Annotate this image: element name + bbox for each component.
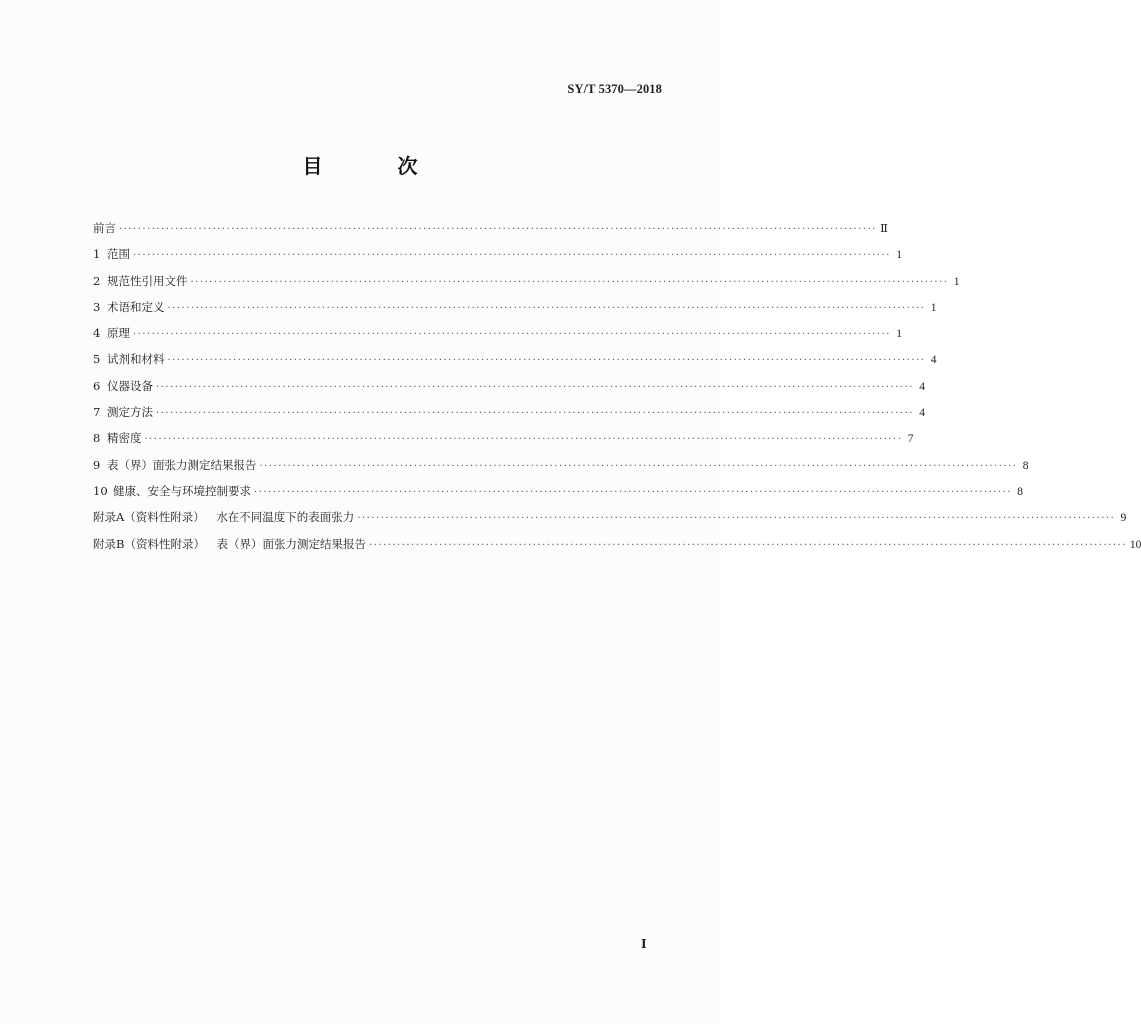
- toc-entry-page: Ⅱ: [880, 223, 888, 235]
- toc-entry-label: 3 术语和定义: [93, 299, 165, 314]
- toc-entry-annex-a[interactable]: [93, 509, 1127, 535]
- toc-entry-page: 8: [1022, 459, 1029, 472]
- toc-entry-reagents-materials[interactable]: [93, 351, 937, 377]
- toc-leader-dots: ··································································································································································: [167, 302, 926, 314]
- toc-leader-dots: ··································································································································································: [368, 539, 1127, 551]
- toc-entry-page: 4: [919, 407, 925, 420]
- toc-entry-test-method[interactable]: [93, 404, 925, 430]
- toc-entry-foreword[interactable]: [93, 220, 888, 246]
- toc-leader-dots: ··································································································································································: [167, 355, 926, 367]
- toc-leader-dots: ··································································································································································: [156, 381, 914, 393]
- toc-leader-dots: ··································································································································································: [254, 486, 1012, 498]
- toc-entry-number: 附录A（资料性附录）: [93, 510, 205, 525]
- toc-entry-page: 9: [1120, 512, 1127, 525]
- toc-entry-page: 1: [896, 249, 902, 262]
- toc-leader-dots: ··································································································································································: [357, 513, 1116, 525]
- standard-code: SY/T 5370—2018: [567, 82, 662, 96]
- toc-entry-label: 5 试剂和材料: [93, 352, 165, 367]
- toc-leader-dots: ··································································································································································: [156, 408, 914, 420]
- toc-entry-number: 4: [93, 326, 101, 341]
- toc-entry-label: 1 范围: [93, 247, 130, 262]
- toc-leader-dots: ··································································································································································: [259, 460, 1018, 472]
- toc-entry-apparatus[interactable]: [93, 378, 925, 404]
- toc-entry-label: 7 测定方法: [93, 405, 153, 420]
- toc-entry-page: 7: [907, 433, 914, 446]
- toc-entry-result-report[interactable]: [93, 457, 1029, 483]
- toc-entry-annex-b[interactable]: [93, 536, 1141, 562]
- toc-entry-principle[interactable]: [93, 325, 902, 351]
- toc-entry-scope[interactable]: [93, 246, 902, 272]
- toc-entry-label: 附录A（资料性附录） 水在不同温度下的表面张力: [93, 510, 355, 525]
- toc-entry-page: 4: [919, 380, 925, 393]
- toc-entry-number: 1: [93, 247, 101, 262]
- toc-entry-label: 10 健康、安全与环境控制要求: [93, 483, 251, 498]
- toc-entry-label: 前言: [93, 221, 116, 235]
- toc-entry-number: 附录B（资料性附录）: [93, 536, 205, 551]
- toc-leader-dots: ··································································································································································: [133, 250, 891, 262]
- toc-entry-page: 4: [930, 354, 937, 367]
- toc-entry-number: 6: [93, 378, 101, 393]
- toc-leader-dots: ··································································································································································: [144, 434, 903, 446]
- toc-entry-page: 8: [1017, 485, 1023, 498]
- toc-entry-label: 9 表（界）面张力测定结果报告: [93, 457, 257, 472]
- toc-entry-number: 8: [93, 431, 101, 446]
- toc-entry-label: 附录B（资料性附录） 表（界）面张力测定结果报告: [93, 536, 366, 551]
- toc-entry-number: 7: [93, 405, 101, 420]
- toc-entry-label: 8 精密度: [93, 431, 142, 446]
- toc-entry-normative-references[interactable]: [93, 273, 960, 299]
- toc-entry-page: 1: [930, 301, 937, 314]
- toc-entry-number: 2: [93, 273, 101, 288]
- toc-entry-number: 10: [93, 483, 108, 498]
- page-number: Ⅰ: [641, 937, 647, 951]
- toc-entry-number: 9: [93, 457, 101, 472]
- toc-entry-page: 10: [1129, 538, 1141, 551]
- toc-leader-dots: ··································································································································································: [190, 276, 949, 288]
- toc-entry-hse-requirements[interactable]: [93, 483, 1023, 509]
- toc-entry-page: 1: [896, 328, 902, 341]
- toc-title: 目 次: [302, 154, 452, 178]
- toc-leader-dots: ··································································································································································: [133, 329, 891, 341]
- toc-leader-dots: ··································································································································································: [119, 224, 877, 235]
- toc-entry-label: 4 原理: [93, 326, 130, 341]
- toc-entry-number: 3: [93, 299, 101, 314]
- toc-entry-precision[interactable]: [93, 430, 914, 456]
- table-of-contents: [93, 220, 1141, 562]
- toc-entry-label: 6 仪器设备: [93, 378, 153, 393]
- toc-entry-page: 1: [953, 275, 960, 288]
- toc-entry-number: 5: [93, 352, 101, 367]
- toc-entry-terms-definitions[interactable]: [93, 299, 937, 325]
- toc-entry-label: 2 规范性引用文件: [93, 273, 188, 288]
